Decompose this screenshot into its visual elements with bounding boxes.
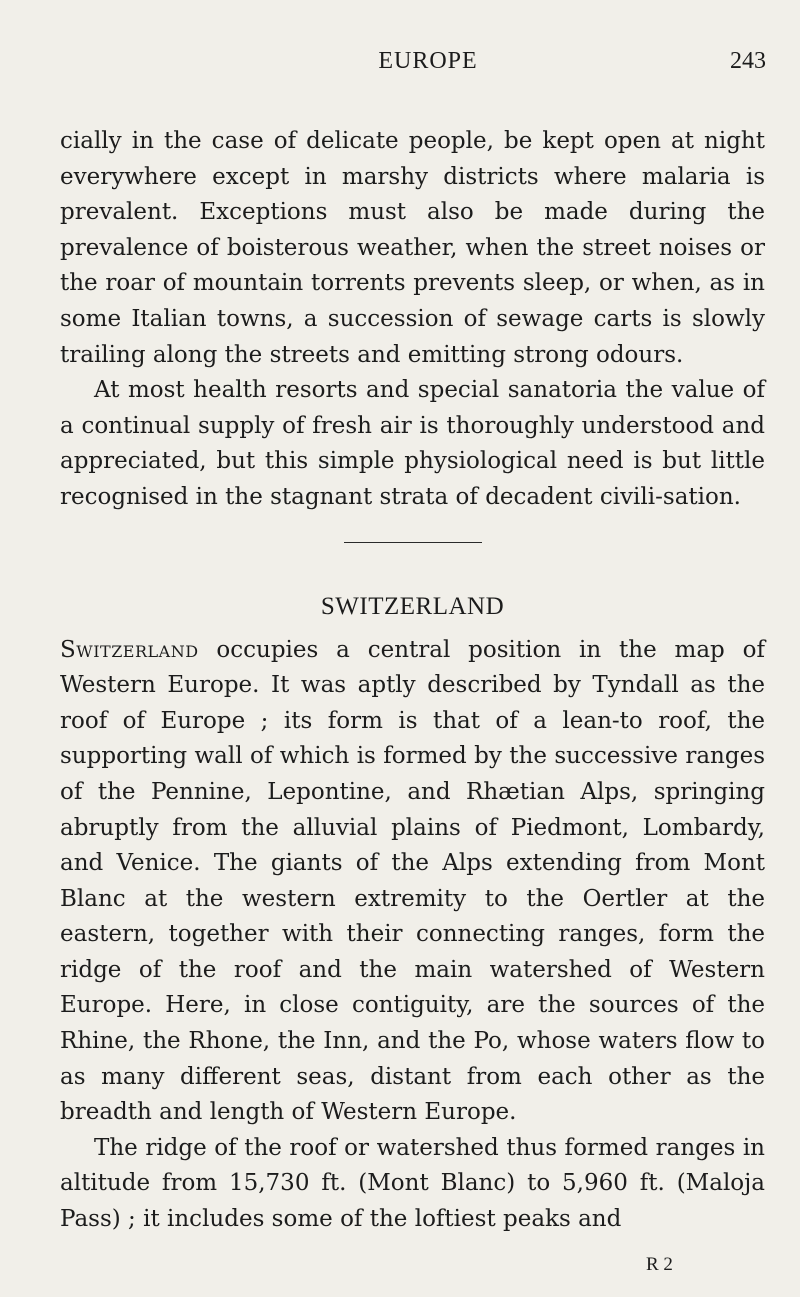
paragraph-health-resorts: At most health resorts and special sanatoria the value of a continual supply of fresh air is thoroughly understood and appreciated, but this simple physiological need is but little recognised in the stagnant strata of decadent civili-sation.	[60, 377, 765, 510]
section-divider-rule	[344, 542, 482, 543]
paragraph-switzerland-text: occupies a central position in the map of Western Europe. It was aptly described by Tyndall as the roof of Europe ; its form is that of a lean-to roof, the supporting wall of which is formed by the successive ranges of the Pennine, Lepontine, and Rhætian Alps, springing abruptly from the alluvial plains of Piedmont, Lombardy, and Venice. The giants of the Alps extending from Mont Blanc at the western extremity to the Oertler at the eastern, together with their connecting ranges, form the ridge of the roof and the main watershed of Western Europe. Here, in close contiguity, are the sources of the Rhine, the Rhone, the Inn, and the Po, whose waters flow to as many different seas, distant from each other as the breadth and length of Western Europe.	[60, 636, 765, 1126]
signature-mark: R 2	[646, 1254, 673, 1275]
running-head	[90, 48, 766, 84]
section-heading: SWITZERLAND	[320, 592, 505, 620]
paragraph-switzerland	[60, 633, 765, 1131]
paragraph-watershed: The ridge of the roof or watershed thus formed ranges in altitude from 15,730 ft. (Mont Blanc) to 5,960 ft. (Maloja Pass) ; it includes some of the loftiest peaks and	[60, 1134, 765, 1233]
paragraph-continued: cially in the case of delicate people, be kept open at night everywhere except in marshy districts where malaria is prevalent. Exceptions must also be made during the prevalence of boisterous weather, when the street noises or the roar of mountain torrents prevents sleep, or when, as in some Italian towns, a succession of sewage carts is slowly trailing along the streets and emitting strong odours.	[60, 128, 765, 368]
running-title: EUROPE	[378, 48, 478, 74]
lead-word-smallcaps: Switzerland	[60, 636, 199, 663]
body-text	[60, 124, 765, 1238]
page-number: 243	[730, 48, 766, 74]
